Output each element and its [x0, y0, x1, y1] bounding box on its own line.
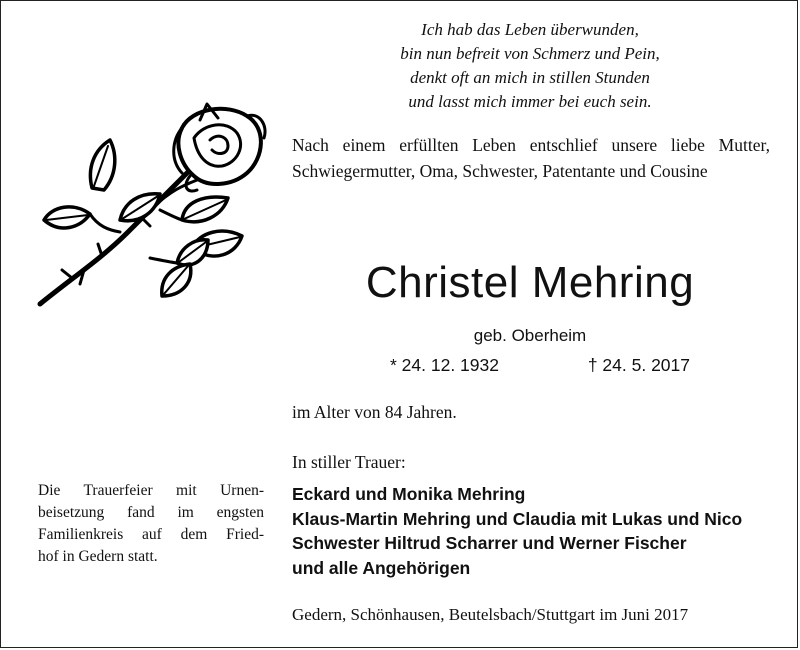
- death-date: † 24. 5. 2017: [587, 355, 690, 375]
- funeral-note-line: beisetzung fand im engsten: [38, 504, 264, 521]
- life-dates: [390, 355, 690, 376]
- intro-text: Nach einem erfüllten Leben entschlief unsere liebe Mutter, Schwiegermutter, Oma, Schwester, Patentante und Cousine: [292, 135, 770, 181]
- funeral-note-line: hof in Gedern statt.: [38, 548, 158, 565]
- mourner-line: Klaus-Martin Mehring und Claudia mit Lukas und Nico: [292, 508, 743, 529]
- funeral-note-line: Die Trauerfeier mit Urnen-: [38, 482, 264, 499]
- closing-place-date: Gedern, Schönhausen, Beutelsbach/Stuttgart im Juni 2017: [292, 605, 689, 624]
- birth-name: geb. Oberheim: [473, 326, 587, 345]
- funeral-note-line: Familienkreis auf dem Fried-: [38, 526, 264, 543]
- age-text: im Alter von 84 Jahren.: [292, 402, 457, 422]
- mourners-list: [292, 482, 742, 580]
- mourner-line: Eckard und Monika Mehring: [292, 484, 526, 504]
- funeral-note: [38, 480, 264, 568]
- poem: [300, 18, 760, 114]
- deceased-name: Christel Mehring: [365, 258, 695, 307]
- birth-date: * 24. 12. 1932: [390, 355, 499, 375]
- poem-line: Ich hab das Leben überwunden,: [421, 20, 639, 39]
- mourner-line: Schwester Hiltrud Scharrer und Werner Fischer: [292, 533, 687, 553]
- rose-icon: [32, 98, 272, 328]
- poem-line: denkt oft an mich in stillen Stunden: [410, 68, 650, 87]
- mourner-line: und alle Angehörigen: [292, 557, 471, 578]
- mourning-title: In stiller Trauer:: [292, 452, 406, 472]
- poem-line: bin nun befreit von Schmerz und Pein,: [400, 44, 660, 63]
- poem-line: und lasst mich immer bei euch sein.: [408, 92, 652, 111]
